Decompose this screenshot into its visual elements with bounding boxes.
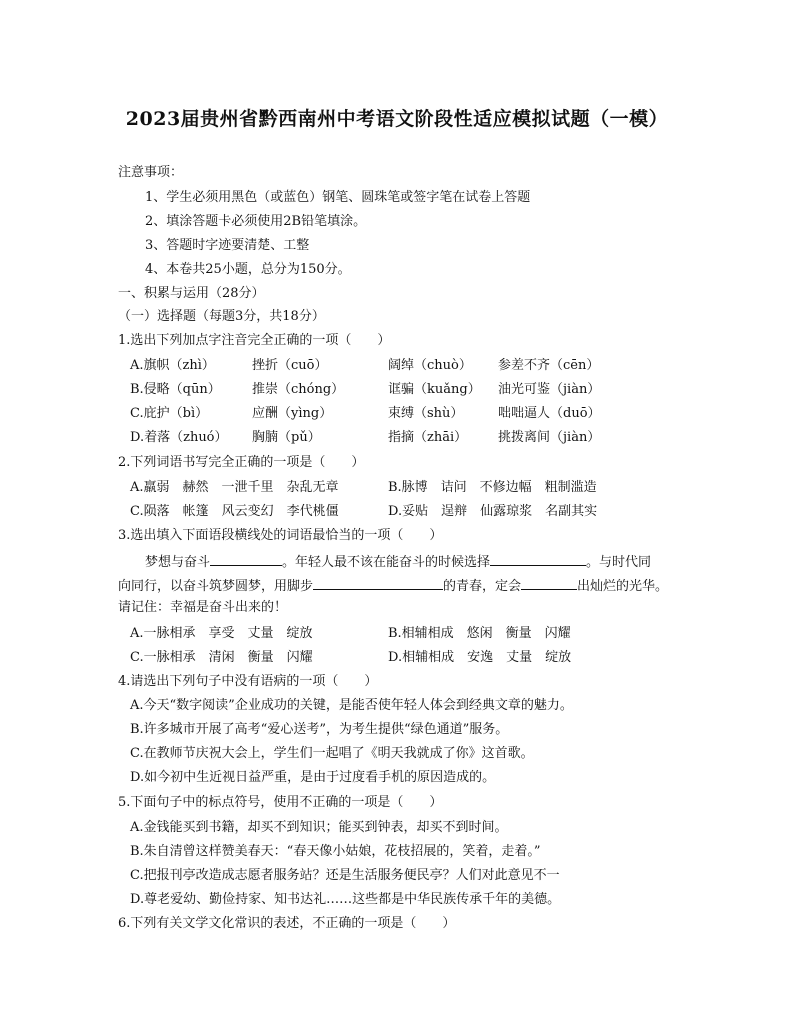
- q1-option: 挑拨离间（jiàn）: [498, 430, 601, 445]
- q2-option: D.妥贴 逞辩 仙露琼浆 名副其实: [388, 504, 598, 519]
- fill-blank: [521, 577, 577, 590]
- page-title: 2023届贵州省黔西南州中考语文阶段性适应模拟试题（一模）: [125, 108, 669, 130]
- q3-passage-text: 。与时代同: [586, 555, 652, 570]
- q1-option: 推崇（chóng）: [252, 382, 345, 397]
- notice-item-1: 1、学生必须用黑色（或蓝色）钢笔、圆珠笔或签字笔在试卷上答题: [145, 190, 531, 205]
- q1-option: 束缚（shù）: [388, 406, 464, 421]
- q4-option: B.许多城市开展了高考“爱心送考”，为考生提供“绿色通道”服务。: [130, 722, 509, 737]
- q5-option: D.尊老爱幼、勤俭持家、知书达礼……这些都是中华民族传承千年的美德。: [130, 892, 561, 907]
- q1-option: 挫折（cuō）: [252, 358, 328, 373]
- q3-passage-text: 向同行，以奋斗筑梦圆梦，用脚步: [118, 579, 314, 594]
- fill-blank: [490, 553, 586, 566]
- q1-option: C.庇护（bì）: [130, 406, 209, 421]
- question-2-stem: 2.下列词语书写完全正确的一项是（ ）: [118, 455, 365, 470]
- q3-option: A.一脉相承 享受 丈量 绽放: [130, 626, 313, 641]
- q1-option: 指摘（zhāi）: [388, 430, 468, 445]
- question-4-stem: 4.请选出下列句子中没有语病的一项（ ）: [118, 674, 378, 689]
- q5-option: C.把报刊亭改造成志愿者服务站？还是生活服务便民亭？人们对此意见不一: [130, 868, 560, 883]
- fill-blank: [313, 577, 443, 590]
- q3-passage-text: 的青春，定会: [443, 579, 522, 594]
- q2-option: C.陨落 帐篷 风云变幻 李代桃僵: [130, 504, 339, 519]
- q1-option: B.侵略（qūn）: [130, 382, 221, 397]
- q3-option: C.一脉相承 清闲 衡量 闪耀: [130, 650, 313, 665]
- q1-option: 油光可鉴（jiàn）: [498, 382, 601, 397]
- q1-option: 诓骗（kuǎng）: [388, 382, 481, 397]
- q1-option: D.着落（zhuó）: [130, 430, 228, 445]
- notice-item-3: 3、答题时字迹要清楚、工整: [145, 238, 310, 253]
- q1-option: 阔绰（chuò）: [388, 358, 472, 373]
- subsection-heading: （一）选择题（每题3分，共18分）: [118, 309, 325, 324]
- q3-passage-line-3: 请记住：幸福是奋斗出来的！: [118, 600, 288, 615]
- question-5-stem: 5.下面句子中的标点符号，使用不正确的一项是（ ）: [118, 795, 443, 810]
- question-1-stem: 1.选出下列加点字注音完全正确的一项（ ）: [118, 333, 391, 348]
- q5-option: A.金钱能买到书籍，却买不到知识；能买到钟表，却买不到时间。: [130, 820, 508, 835]
- notice-item-4: 4、本卷共25小题，总分为150分。: [145, 262, 351, 277]
- q4-option: A.今天“数字阅读”企业成功的关键，是能否使年轻人体会到经典文章的魅力。: [130, 698, 573, 713]
- q1-option: 应酬（yìng）: [252, 406, 333, 421]
- q3-option: B.相辅相成 悠闲 衡量 闪耀: [388, 626, 571, 641]
- q1-option: A.旗帜（zhì）: [130, 358, 215, 373]
- q3-passage-line-1: [145, 553, 651, 571]
- q2-option: B.脉博 诘问 不修边幅 粗制滥造: [388, 480, 597, 495]
- q4-option: D.如今初中生近视日益严重，是由于过度看手机的原因造成的。: [130, 770, 496, 785]
- question-6-stem: 6.下列有关文学文化常识的表述，不正确的一项是（ ）: [118, 916, 456, 931]
- q3-passage-text: 。年轻人最不该在能奋斗的时候选择: [282, 555, 491, 570]
- notice-heading: 注意事项：: [118, 165, 184, 180]
- q3-passage-text: 梦想与奋斗: [145, 555, 211, 570]
- q3-passage-line-2: [118, 577, 668, 595]
- question-3-stem: 3.选出填入下面语段横线处的词语最恰当的一项（ ）: [118, 528, 443, 543]
- q1-option: 参差不齐（cēn）: [498, 358, 600, 373]
- section-heading: 一、积累与运用（28分）: [118, 286, 265, 301]
- q1-option: 胸腩（pǔ）: [252, 430, 321, 445]
- q3-passage-text: 出灿烂的光华。: [577, 579, 669, 594]
- notice-item-2: 2、填涂答题卡必须使用2B铅笔填涂。: [145, 214, 367, 229]
- q3-option: D.相辅相成 安逸 丈量 绽放: [388, 650, 572, 665]
- q2-option: A.羸弱 赫然 一泄千里 杂乱无章: [130, 480, 339, 495]
- fill-blank: [210, 553, 282, 566]
- q4-option: C.在教师节庆祝大会上，学生们一起唱了《明天我就成了你》这首歌。: [130, 746, 534, 761]
- q1-option: 咄咄逼人（duō）: [498, 406, 601, 421]
- q5-option: B.朱自清曾这样赞美春天：“春天像小姑娘，花枝招展的，笑着，走着。”: [130, 844, 541, 859]
